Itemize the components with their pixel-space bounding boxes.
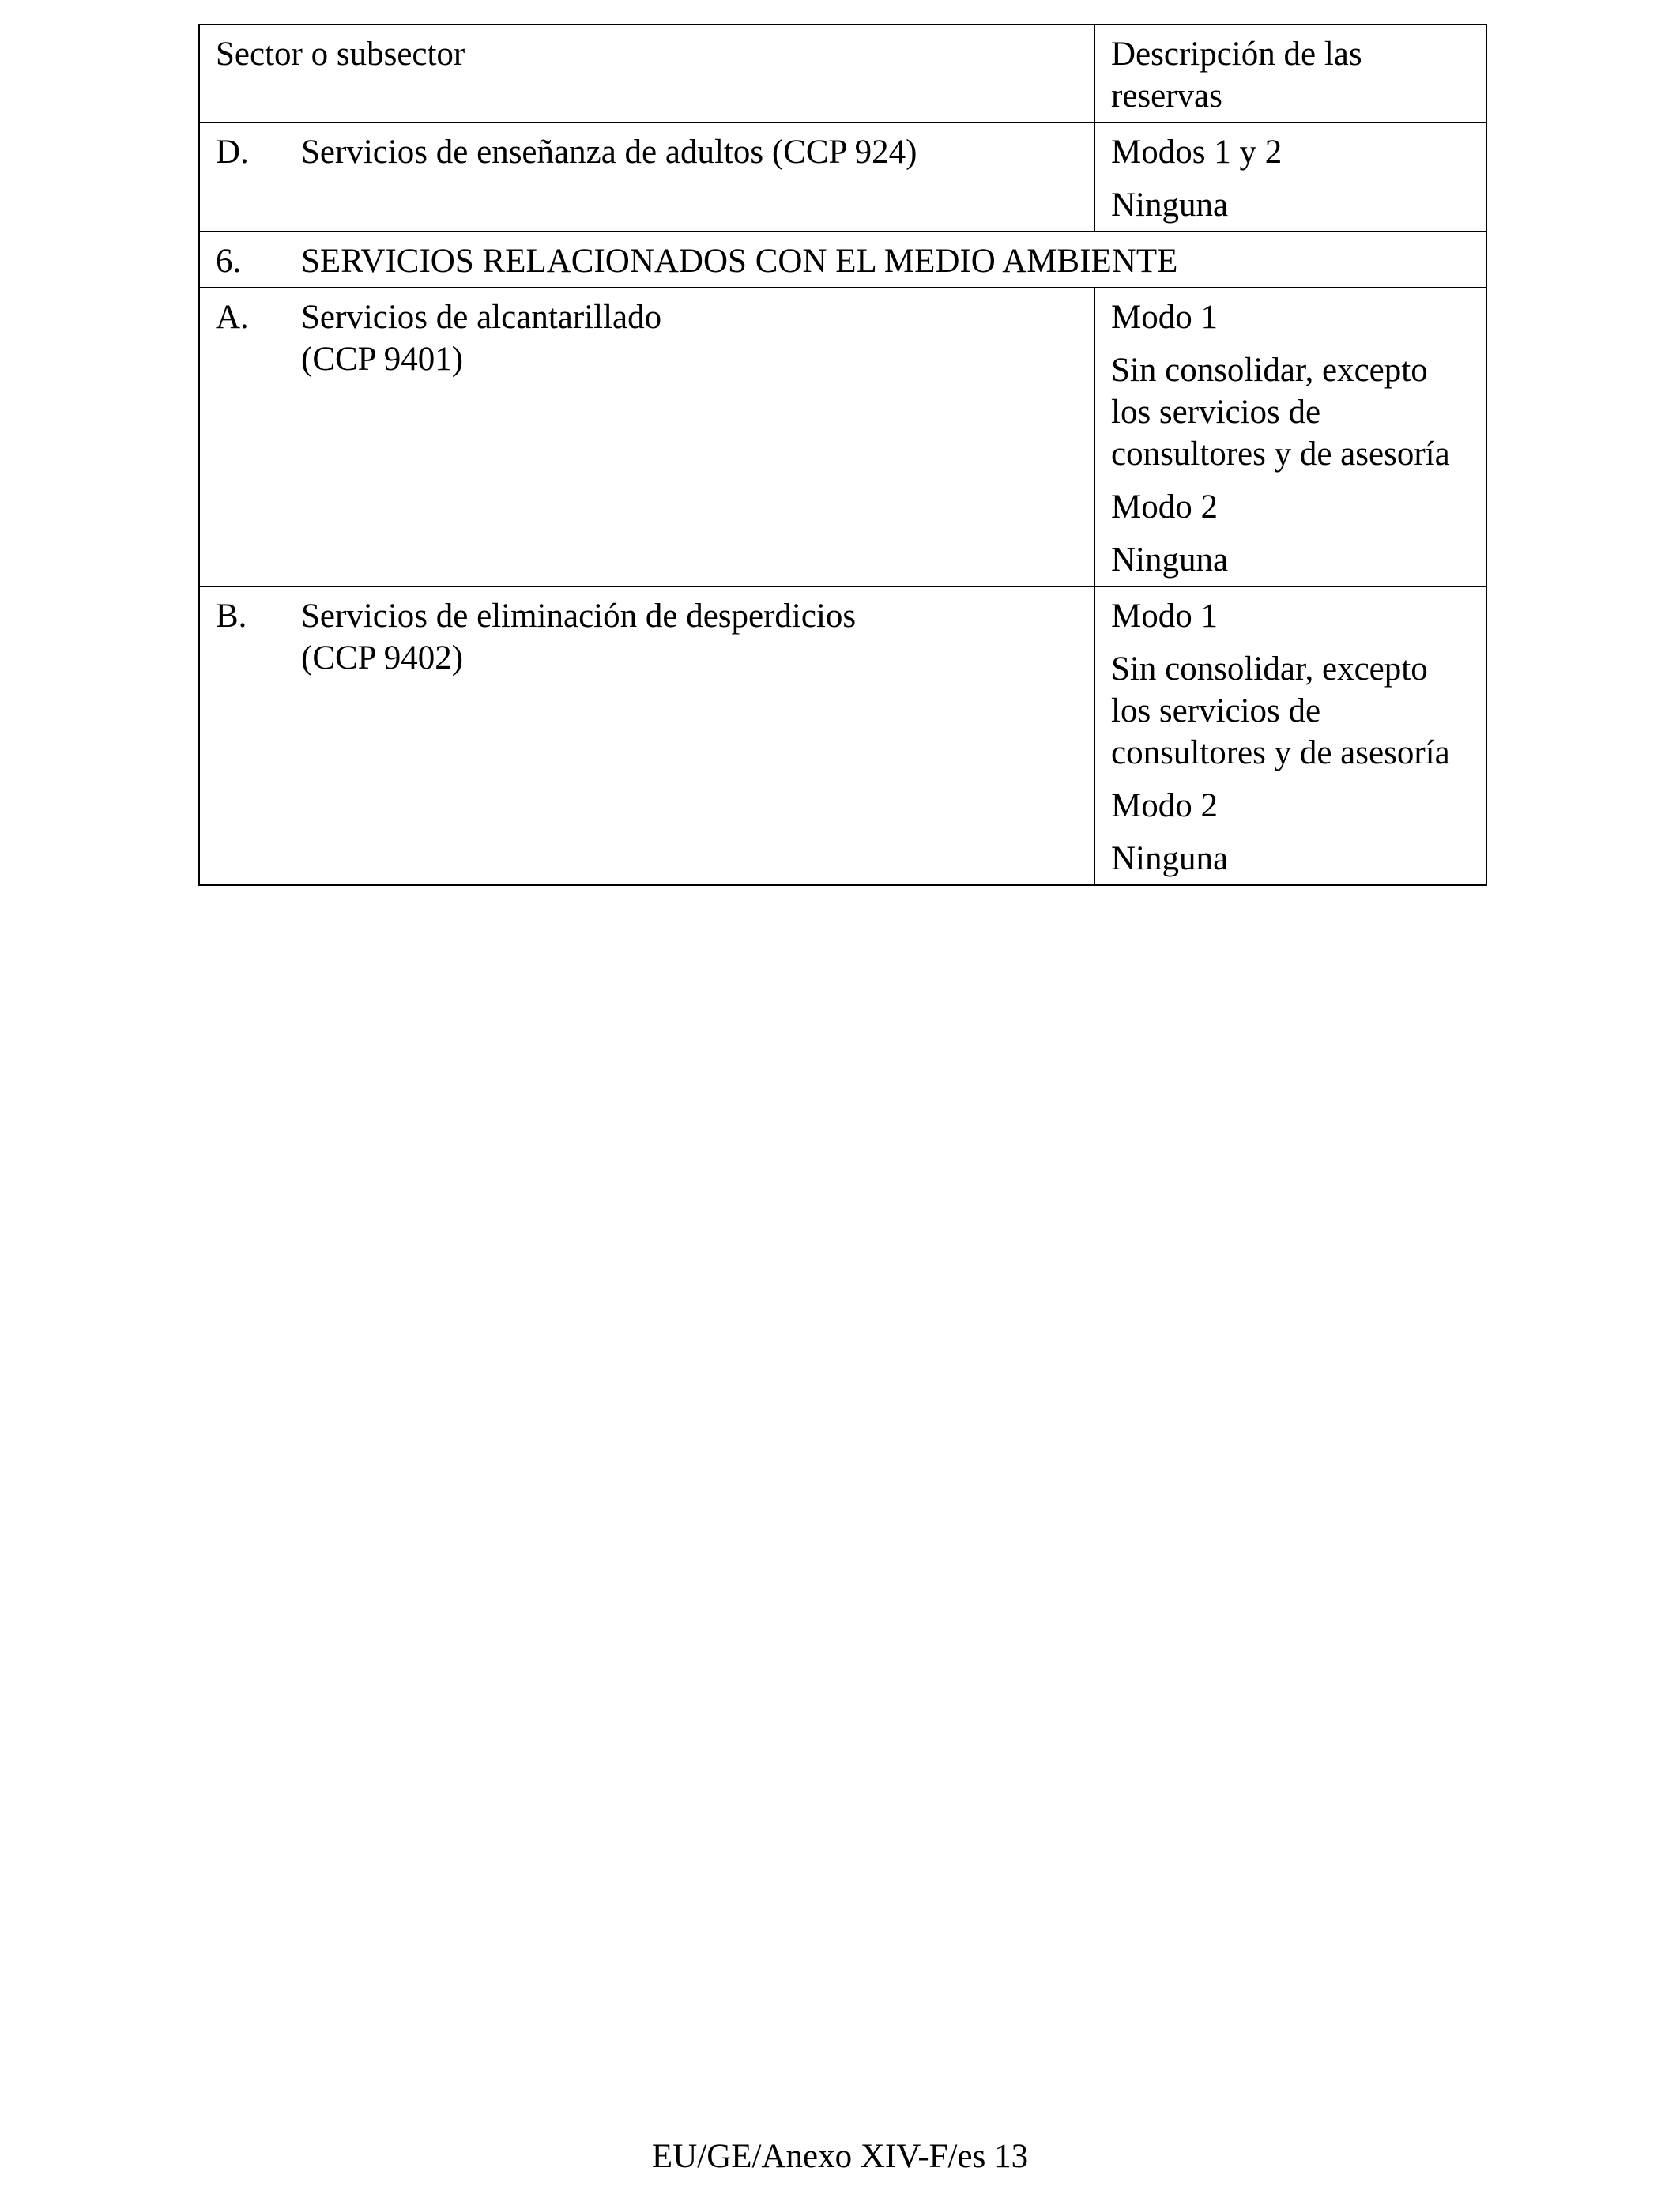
- sector-name: Servicios de eliminación de desperdicios: [301, 598, 857, 635]
- table-header-row: [199, 25, 1486, 123]
- mode-label: Modo 1: [1111, 598, 1218, 635]
- section-title: SERVICIOS RELACIONADOS CON EL MEDIO AMBIENTE: [301, 243, 1178, 280]
- reservation-text: Sin consolidar, excepto los servicios de consultores y de asesoría: [1111, 352, 1450, 473]
- sector-cell: [199, 123, 1094, 232]
- header-description: Descripción de las reservas: [1094, 25, 1486, 123]
- mode-label: Modo 1: [1111, 299, 1218, 336]
- reservation-text: Ninguna: [1111, 187, 1229, 224]
- mode-label: Modos 1 y 2: [1111, 134, 1283, 171]
- reservation-text: Ninguna: [1111, 541, 1229, 579]
- section-number: 6.: [216, 243, 242, 280]
- description-cell: [1094, 288, 1486, 586]
- sector-name: Servicios de enseñanza de adultos (CCP 924): [301, 134, 917, 171]
- sector-cell: [199, 288, 1094, 586]
- description-cell: [1094, 123, 1486, 232]
- table-row: [199, 288, 1486, 586]
- ccp-code: (CCP 9401): [301, 341, 464, 378]
- row-letter: A.: [216, 299, 249, 336]
- ccp-code: (CCP 9402): [301, 639, 464, 677]
- reservations-table: [198, 24, 1487, 886]
- reservation-text: Sin consolidar, excepto los servicios de consultores y de asesoría: [1111, 650, 1450, 771]
- row-letter: B.: [216, 598, 247, 635]
- section-row: [199, 232, 1486, 288]
- mode-label: Modo 2: [1111, 787, 1218, 824]
- page-footer-reference: EU/GE/Anexo XIV-F/es 13: [651, 2138, 1029, 2175]
- mode-label: Modo 2: [1111, 488, 1218, 526]
- section-heading-cell: [199, 232, 1486, 288]
- header-sector: Sector o subsector: [199, 25, 1094, 123]
- sector-name: Servicios de alcantarillado: [301, 299, 662, 336]
- row-letter: D.: [216, 134, 249, 171]
- table-row: [199, 586, 1486, 885]
- sector-cell: [199, 586, 1094, 885]
- description-cell: [1094, 586, 1486, 885]
- reservation-text: Ninguna: [1111, 840, 1229, 877]
- table-row: [199, 123, 1486, 232]
